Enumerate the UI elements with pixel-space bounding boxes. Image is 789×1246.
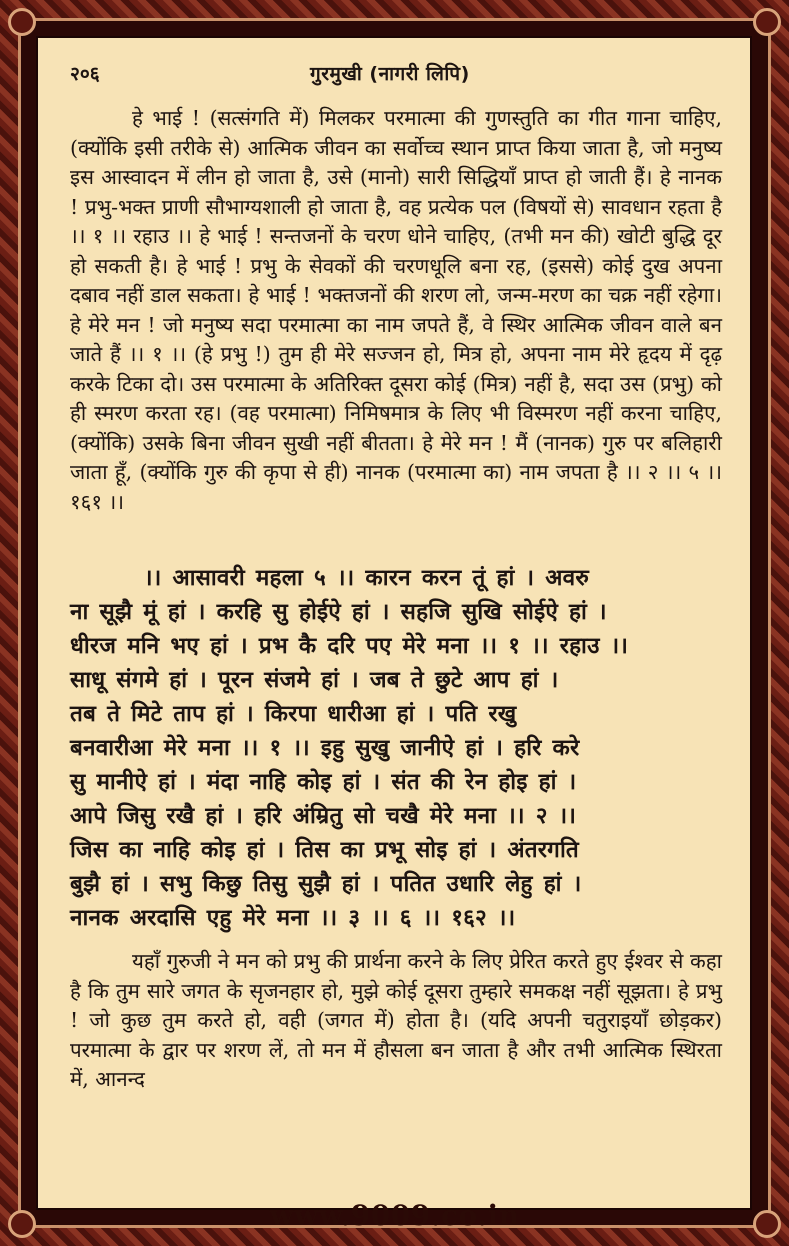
- verse-line: ना सूझै मूं हां । करहि सु होईऐ हां । सहजि सुखि सोईऐ हां ।: [70, 599, 607, 625]
- explanation-paragraph-1: [70, 104, 722, 517]
- explanation-paragraph-2: [70, 947, 722, 1095]
- verse-line: धीरज मनि भए हां । प्रभ कै दरि पए मेरे मना ।। १ ।। रहाउ ।।: [70, 633, 629, 659]
- gurbani-verse: [70, 561, 722, 935]
- page-title: गुरमुखी (नागरी लिपि): [310, 63, 470, 85]
- page-number: २०६: [70, 63, 100, 85]
- verse-line: सु मानीऐ हां । मंदा नाहि कोइ हां । संत की रेन होइ हां ।: [70, 769, 577, 795]
- paragraph-text: हे भाई ! (सत्संगति में) मिलकर परमात्मा की गुणस्तुति का गीत गाना चाहिए, (क्योंकि इसी तरीके से) आत्मिक जीवन का सर्वोच्च स्थान प्राप्त किया जाता है, जो मनुष्य इस आस्वादन में लीन हो जाता है, उसे (मानो) सारी सिद्धियाँ प्राप्त हो जाती हैं। हे नानक ! प्रभु-भक्त प्राणी सौभाग्यशाली हो जाता है, वह प्रत्येक पल (विषयों से) सावधान रहता है ।। १ ।। रहाउ ।। हे भाई ! सन्तजनों के चरण धोने चाहिए, (तभी मन की) खोटी बुद्धि दूर हो सकती है। हे भाई ! प्रभु के सेवकों की चरणधूलि बना रह, (इससे) कोई दुख अपना दबाव नहीं डाल सकता। हे भाई ! भक्तजनों की शरण लो, जन्म-मरण का चक्र नहीं रहेगा। हे मेरे मन ! जो मनुष्य सदा परमात्मा का नाम जपते हैं, वे स्थिर आत्मिक जीवन वाले बन जाते हैं ।। १ ।। (हे प्रभु !) तुम ही मेरे सज्जन हो, मित्र हो, अपना नाम मेरे हृदय में दृढ़ करके टिका दो। उस परमात्मा के अतिरिक्त दूसरा कोई (मित्र) नहीं है, सदा उस (प्रभु) को ही स्मरण करता रह। (वह परमात्मा) निमिषमात्र के लिए भी विस्मरण नहीं करना चाहिए, (क्योंकि) उसके बिना जीवन सुखी नहीं बीतता। हे मेरे मन ! मैं (नानक) गुरु पर बलिहारी जाता हूँ, (क्योंकि गुरु की कृपा से ही) नानक (परमात्मा का) नाम जपता है ।। २ ।। ५ ।। १६१ ।।: [70, 106, 722, 514]
- corner-ornament-icon: [8, 8, 36, 36]
- corner-ornament-icon: [753, 8, 781, 36]
- page-header: [70, 60, 722, 86]
- book-page: [36, 36, 752, 1210]
- verse-line: ।। आसावरी महला ५ ।। कारन करन तूं हां । अवरु: [144, 565, 590, 591]
- verse-line: बुझै हां । सभु किछु तिसु सुझै हां । पतित उधारि लेहु हां ।: [70, 871, 582, 897]
- verse-line: नानक अरदासि एहु मेरे मना ।। ३ ।। ६ ।। १६२ ।।: [70, 905, 516, 931]
- verse-line: साधू संगमे हां । पूरन संजमे हां । जब ते छुटे आप हां ।: [70, 667, 559, 693]
- paragraph-text: यहाँ गुरुजी ने मन को प्रभु की प्रार्थना करने के लिए प्रेरित करते हुए ईश्वर से कहा है कि तुम सारे जगत के सृजनहार हो, मुझे कोई दूसरा तुम्हारे समकक्ष नहीं सूझता। हे प्रभु ! जो कुछ तुम करते हो, वही (जगत में) होता है। (यदि अपनी चतुराइयाँ छोड़कर) परमात्मा के द्वार पर शरण लें, तो मन में हौसला बन जाता है और तभी आत्मिक स्थिरता में, आनन्द: [70, 949, 722, 1091]
- verse-line: जिस का नाहि कोइ हां । तिस का प्रभू सोइ हां । अंतरगति: [70, 837, 579, 863]
- verse-line: आपे जिसु रखै हां । हरि अंम्रितु सो चखै मेरे मना ।। २ ।।: [70, 803, 577, 829]
- verse-line: बनवारीआ मेरे मना ।। १ ।। इहु सुखु जानीऐ हां । हरि करे: [70, 735, 580, 761]
- verse-line: तब ते मिटे ताप हां । किरपा धारीआ हां । पति रखु: [70, 701, 517, 727]
- footer-url: www.9009.co.in: [269, 1199, 520, 1232]
